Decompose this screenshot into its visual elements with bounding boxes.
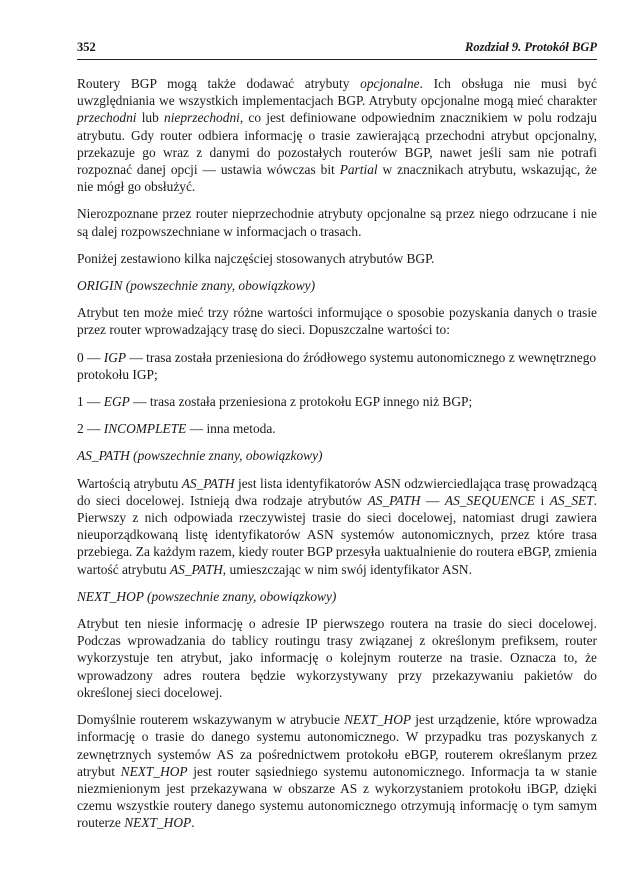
page-body: [77, 75, 597, 832]
heading-next-hop: NEXT_HOP (powszechnie znany, obowiązkowy): [77, 588, 337, 604]
paragraph-optional-attributes: [77, 75, 597, 195]
paragraph-intro-list: Poniżej zestawiono kilka najczęściej stosowanych atrybutów BGP.: [77, 250, 435, 266]
text-run: i: [534, 492, 550, 508]
term-przechodni: przechodni: [77, 110, 137, 126]
list-prefix: 2 —: [77, 421, 104, 437]
term-next-hop: NEXT_HOP: [344, 712, 412, 728]
term-opcjonalne: opcjonalne: [360, 76, 420, 91]
text-run: jest urządzenie, które wprowadza informację o trasie do danego systemu autonomicznego. W przypadku tras pozyskanych z zewnętrznych systemów AS za pośrednictwem protokołu eBGP, routerem określanym przez atrybut: [77, 712, 598, 779]
text-run: Wartością atrybutu: [77, 475, 182, 491]
list-desc: — trasa została przeniesiona z protokołu EGP innego niż BGP;: [129, 394, 473, 410]
text-run: jest router sąsiedniego systemu autonomicznego. Informacja ta w stanie niezmienionym jest przekazywana w obszarze AS z wykorzystaniem protokołu iBGP, dzięki czemu wszystkie routery danego systemu autonomicznego otrzymują informację o tym samym routerze: [77, 763, 597, 831]
list-prefix: 0 —: [77, 349, 104, 365]
page-header: [77, 40, 597, 60]
text-run: . Ich obsługa nie musi być uwzględniania we wszystkich implementacjach BGP. Atrybuty opcjonalne mogą mieć charakter: [77, 76, 597, 109]
page-number: 352: [77, 40, 96, 54]
text-run: , umieszczając w nim swój identyfikator ASN.: [222, 561, 472, 577]
term-next-hop: NEXT_HOP: [120, 763, 188, 779]
text-run: .: [191, 815, 195, 831]
text-run: jest lista identyfikatorów ASN odzwierciedlająca trasę prowadzącą do sieci docelowej. Istnieją dwa rodzaje atrybutów: [77, 475, 597, 508]
term-as-sequence: AS_SEQUENCE: [444, 492, 535, 508]
text-run: . Pierwszy z nich odpowiada rzeczywistej trasie do sieci docelowej, natomiast drugi zawiera nieuporządkowaną listę identyfikatorów ASN systemów autonomicznych, przez które trasa przebiega. Za każdym razem, kiedy router BGP przesyła uaktualnienie do routera eBGP, zmienia wartość atrybutu: [77, 492, 598, 577]
term-egp: EGP: [103, 394, 130, 410]
text-run: Domyślnie routerem wskazywanym w atrybucie: [77, 712, 345, 728]
term-as-path: AS_PATH: [367, 492, 421, 508]
paragraph-as-path: [77, 475, 597, 578]
list-desc: — trasa została przeniesiona do źródłowego systemu autonomicznego z wewnętrznego protokołu IGP;: [77, 349, 597, 382]
heading-as-path: AS_PATH (powszechnie znany, obowiązkowy): [77, 448, 323, 464]
paragraph-next-hop-1: Atrybut ten niesie informację o adresie IP pierwszego routera na trasie do sieci docelowej. Podczas wprowadzania do tablicy routingu trasy związanej z określonym prefiksem, router wykorzystuje ten atrybut, jako informację o kolejnym routerze na trasie. Oznacza to, że wprowadzony adres routera będzie wykorzystywany przy przekazywaniu pakietów do określonej sieci docelowej.: [77, 616, 597, 700]
text-run: —: [420, 492, 445, 508]
list-item-origin-incomplete: [77, 420, 597, 437]
text-run: Routery BGP mogą także dodawać atrybuty: [77, 76, 361, 91]
heading-origin: ORIGIN (powszechnie znany, obowiązkowy): [77, 278, 316, 294]
text-run: w znacznikach atrybutu, wskazując, że nie mógł go obsłużyć.: [77, 162, 598, 195]
paragraph-unrecognized-attributes: Nierozpoznane przez router nieprzechodnie atrybuty opcjonalne są przez niego odrzucane i nie są dalej rozpowszechniane w informacjach o trasach.: [77, 206, 597, 239]
paragraph-next-hop-2: [77, 711, 597, 831]
term-as-path: AS_PATH: [169, 561, 223, 577]
term-next-hop: NEXT_HOP: [124, 815, 192, 831]
list-prefix: 1 —: [77, 394, 104, 410]
term-as-path: AS_PATH: [181, 475, 235, 491]
book-page: [77, 40, 597, 842]
term-igp: IGP: [103, 349, 127, 365]
list-desc: — inna metoda.: [186, 421, 276, 437]
term-incomplete: INCOMPLETE: [103, 421, 187, 437]
term-as-set: AS_SET: [549, 492, 594, 508]
running-head: Rozdział 9. Protokół BGP: [465, 40, 597, 54]
term-partial: Partial: [339, 162, 378, 178]
list-item-origin-egp: [77, 393, 597, 410]
term-nieprzechodni: nieprzechodni: [164, 110, 240, 126]
text-run: lub: [136, 110, 164, 126]
paragraph-origin: Atrybut ten może mieć trzy różne wartości informujące o sposobie pozyskania danych o trasie przez router wprowadzający trasę do sieci. Dopuszczalne wartości to:: [77, 305, 597, 338]
list-item-origin-igp: [77, 349, 597, 383]
text-run: , co jest definiowane odpowiednim znacznikiem w polu rodzaju atrybutu. Gdy router odbiera informację o trasie zawierającą przechodni atrybut opcjonalny, przekazuje go wraz z danymi do pozostałych routerów BGP, nawet jeśli sam nie potrafi rozpoznać danej opcji — ustawia wówczas bit: [77, 110, 597, 178]
